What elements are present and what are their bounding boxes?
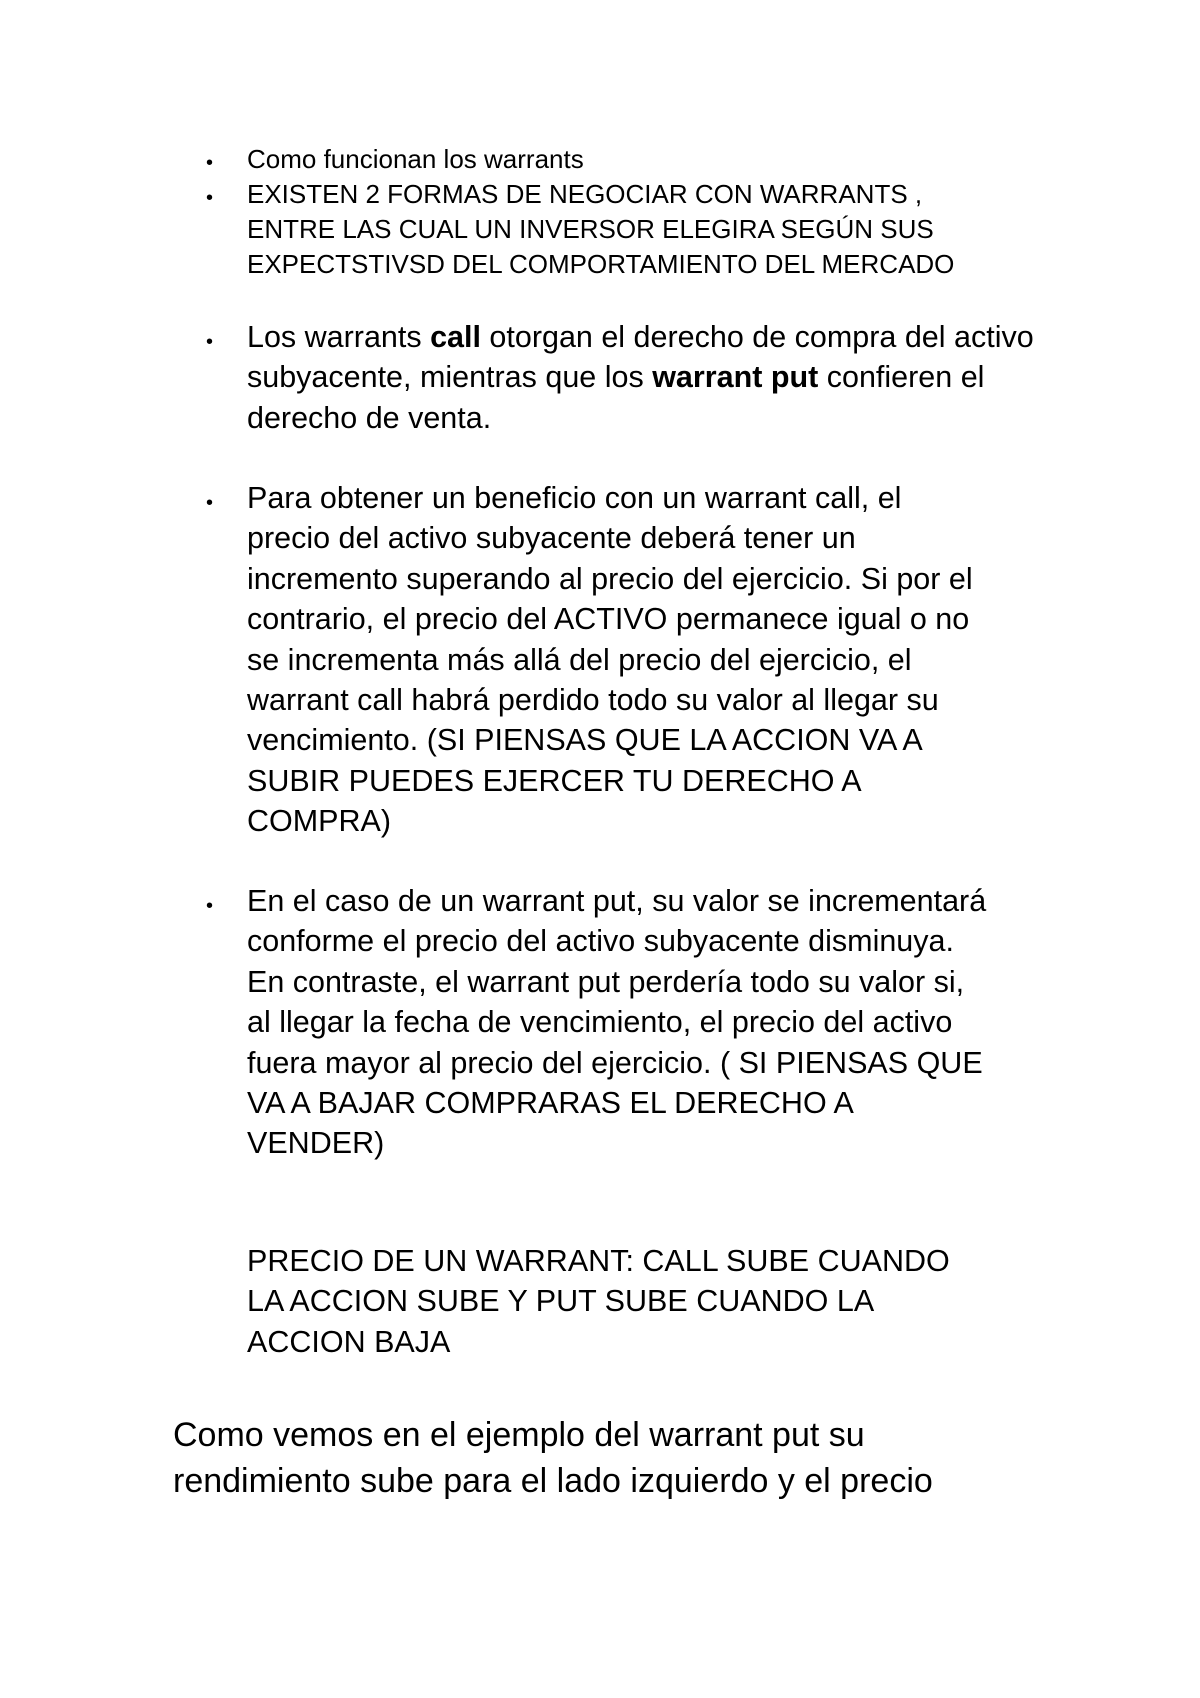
text-run: otorgan el derecho de compra del activo subyacente, mientras que los [247,320,1034,395]
item-text-line: fuera mayor al precio del ejercicio. ( SI PIENSAS QUE [247,1045,983,1080]
bold-term-warrant-put: warrant put [652,360,819,395]
price-note [247,1241,1047,1362]
item-text-line: precio del activo subyacente deberá tener un [247,521,856,556]
item-text-line: EXPECTSTIVSD DEL COMPORTAMIENTO DEL MERCADO [247,249,955,279]
text-run: confieren el derecho de venta. [247,360,985,435]
closing-line: Como vemos en el ejemplo del warrant put su [173,1416,865,1454]
item-text-line: Para obtener un beneficio con un warrant call, el [247,481,902,515]
note-line: LA ACCION SUBE Y PUT SUBE CUANDO LA [247,1284,875,1319]
bullet-icon: • [206,331,214,353]
bullet-icon: • [206,895,214,917]
item-text [247,177,1047,282]
item-text-line: warrant call habrá perdido todo su valor al llegar su [247,683,939,718]
item-text-line: al llegar la fecha de vencimiento, el precio del activo [247,1005,953,1040]
item-text [247,317,1047,438]
item-text-line: vencimiento. (SI PIENSAS QUE LA ACCION VA A [247,723,923,758]
item-text-line: ENTRE LAS CUAL UN INVERSOR ELEGIRA SEGÚN SUS [247,214,934,244]
item-text-line: EXISTEN 2 FORMAS DE NEGOCIAR CON WARRANTS , [247,179,923,209]
item-text-line: contrario, el precio del ACTIVO permanece igual o no [247,602,970,637]
item-text-line: VA A BAJAR COMPRARAS EL DERECHO A [247,1086,854,1121]
item-text [247,142,1047,177]
bullet-icon: • [206,152,214,174]
item-text-line: Como funcionan los warrants [247,144,584,174]
bullet-icon: • [206,187,214,209]
item-text [247,881,1047,1164]
closing-line: rendimiento sube para el lado izquierdo y el precio [173,1462,933,1500]
item-text-line: En el caso de un warrant put, su valor se incrementará [247,884,987,918]
item-text [247,478,1047,842]
closing-paragraph [173,1412,1073,1504]
item-text-line: conforme el precio del activo subyacente disminuya. [247,924,954,959]
note-line: ACCION BAJA [247,1324,451,1359]
text-run: Los warrants [247,320,431,354]
item-text-line: incremento superando al precio del ejercicio. Si por el [247,561,973,596]
item-text-line: En contraste, el warrant put perdería todo su valor si, [247,964,965,999]
item-text-line: se incrementa más allá del precio del ejercicio, el [247,642,912,677]
bold-term-call: call [430,320,481,354]
item-text-line: VENDER) [247,1126,385,1161]
item-text-line: SUBIR PUEDES EJERCER TU DERECHO A [247,763,862,798]
bullet-icon: • [206,492,214,514]
note-line: PRECIO DE UN WARRANT: CALL SUBE CUANDO [247,1244,950,1278]
item-text-line: COMPRA) [247,804,392,839]
